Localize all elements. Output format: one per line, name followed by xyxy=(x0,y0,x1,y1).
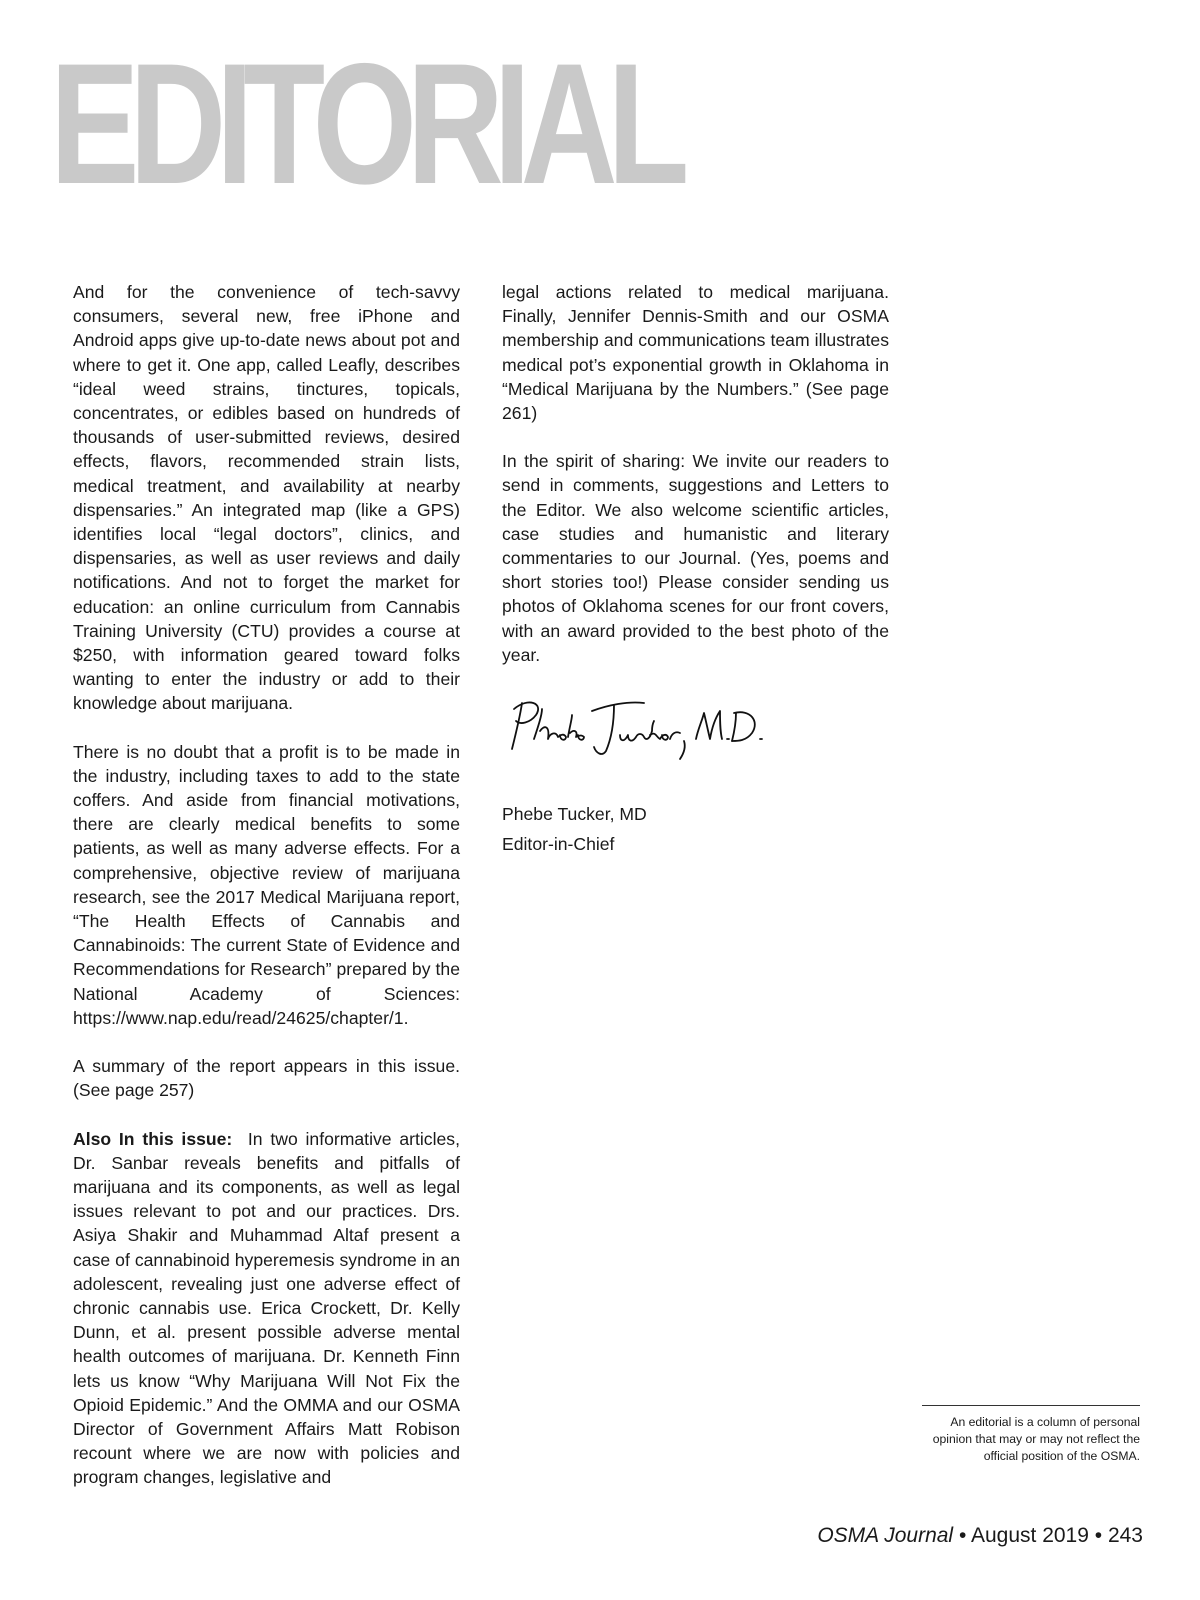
page-title: EDITORIAL xyxy=(50,28,680,220)
author-name: Phebe Tucker, MD xyxy=(502,804,647,825)
paragraph: In the spirit of sharing: We invite our readers to send in comments, suggestions and Letters to the Editor. We also welcome scientific articles, case studies and humanistic and literary commentaries to our Journal. (Yes, poems and short stories too!) Please consider sending us photos of Oklahoma scenes for our front covers, with an award provided to the best photo of the year. xyxy=(502,451,889,665)
paragraph: legal actions related to medical marijuana. Finally, Jennifer Dennis-Smith and our OSMA membership and communications team illustrates medical pot’s exponential growth in Oklahoma in “Medical Marijuana by the Numbers.” (See page 261) xyxy=(502,282,889,424)
signature xyxy=(498,691,768,769)
footer-separator: • xyxy=(953,1524,971,1547)
footer-date: August 2019 xyxy=(970,1524,1089,1547)
footer-page-number: 243 xyxy=(1107,1524,1143,1547)
footer-separator: • xyxy=(1088,1524,1108,1547)
right-column xyxy=(502,280,889,859)
left-column xyxy=(73,280,460,1490)
paragraph-lead: Also In this issue: xyxy=(73,1128,233,1149)
page-footer xyxy=(817,1524,1143,1548)
disclaimer-note: An editorial is a column of personal opinion that may or may not reflect the official position of the OSMA. xyxy=(922,1405,1140,1465)
paragraph xyxy=(73,1127,460,1490)
paragraph: A summary of the report appears in this issue. (See page 257) xyxy=(73,1056,460,1101)
footer-journal-name: OSMA Journal xyxy=(817,1524,954,1547)
paragraph-body: In two informative articles, Dr. Sanbar reveals benefits and pitfalls of marijuana and its components, as well as legal issues relevant to pot and our practices. Drs. Asiya Shakir and Muhammad Altaf present a case of cannabinoid hyperemesis syndrome in an adolescent, revealing just one adverse effect of chronic cannabis use. Erica Crockett, Dr. Kelly Dunn, et al. present possible adverse mental health outcomes of marijuana. Dr. Kenneth Finn lets us know “Why Marijuana Will Not Fix the Opioid Epidemic.” And the OMMA and our OSMA Director of Government Affairs Matt Robison recount where we are now with policies and program changes, legislative and xyxy=(73,1128,460,1488)
paragraph: And for the convenience of tech-savvy consumers, several new, free iPhone and Android apps give up-to-date news about pot and where to get it. One app, called Leafly, describes “ideal weed strains, tinctures, topicals, concentrates, or edibles based on hundreds of thousands of user-submitted reviews, desired effects, flavors, recommended strain lists, medical treatment, and availability at nearby dispensaries.” An integrated map (like a GPS) identifies local “legal doctors”, clinics, and dispensaries, as well as user reviews and daily notifications. And not to forget the market for education: an online curriculum from Cannabis Training University (CTU) provides a course at $250, with information geared toward folks wanting to enter the industry or add to their knowledge about marijuana. xyxy=(73,282,460,714)
paragraph: There is no doubt that a profit is to be made in the industry, including taxes to add to the state coffers. And aside from financial motivations, there are clearly medical benefits to some patients, as well as many adverse effects. For a comprehensive, objective review of marijuana research, see the 2017 Medical Marijuana report, “The Health Effects of Cannabis and Cannabinoids: The current State of Evidence and Recommendations for Research” prepared by the National Academy of Sciences: https://www.nap.edu/read/24625/chapter/1. xyxy=(73,741,460,1028)
author-title: Editor-in-Chief xyxy=(502,834,615,855)
